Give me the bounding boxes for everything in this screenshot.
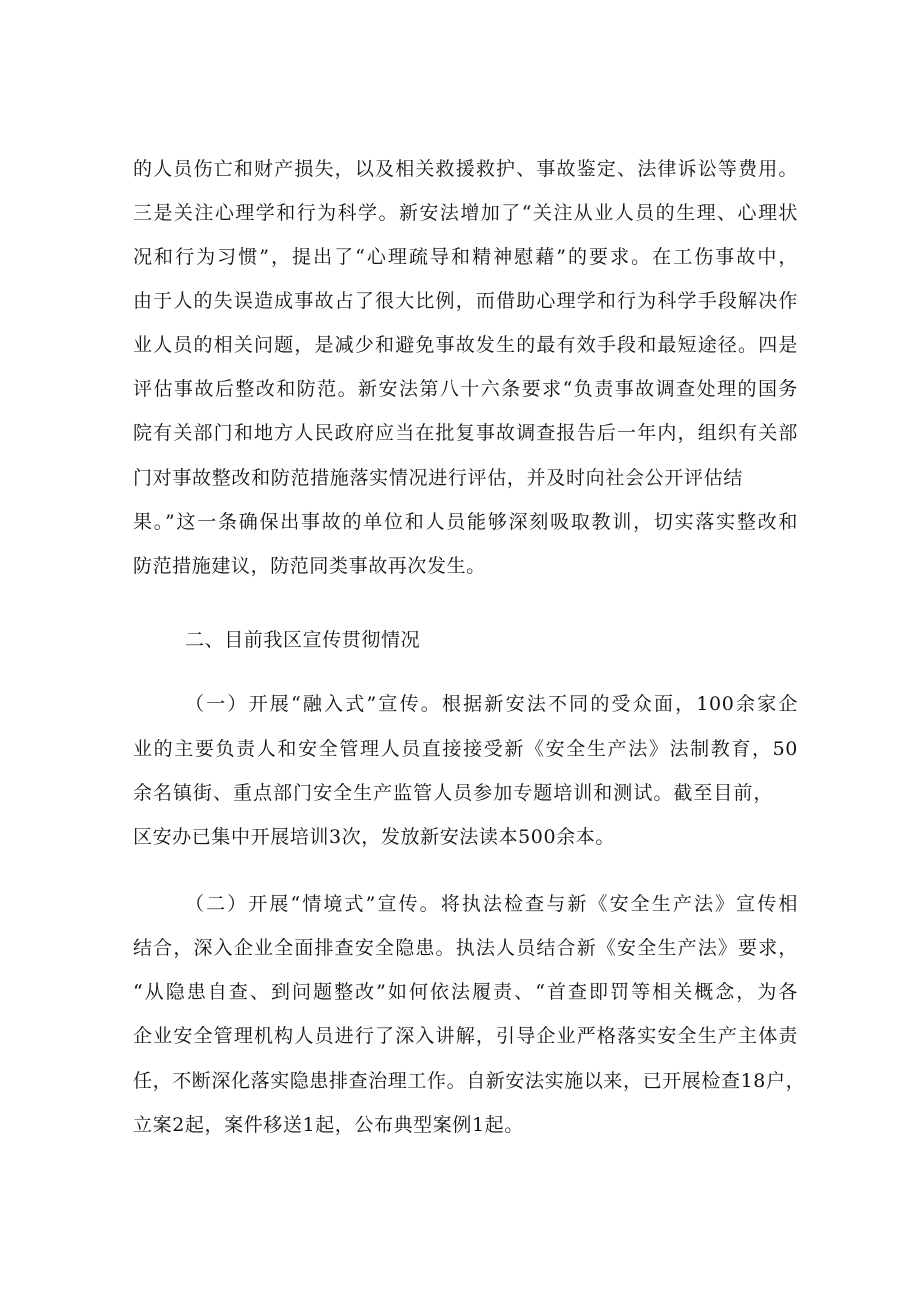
paragraph-line: 院有关部门和地方人民政府应当在批复事故调查报告后一年内，组织有关部 bbox=[133, 422, 798, 444]
paragraph-line: 的人员伤亡和财产损失，以及相关救援救护、事故鉴定、法律诉讼等费用。 bbox=[133, 158, 798, 180]
paragraph-line: 业人员的相关问题，是减少和避免事故发生的最有效手段和最短途径。四是 bbox=[133, 334, 798, 356]
section-heading: 二、目前我区宣传贯彻情况 bbox=[185, 629, 421, 651]
paragraph-line: （二）开展“情境式”宣传。将执法检查与新《安全生产法》宣传相 bbox=[185, 893, 798, 915]
paragraph-line: 三是关注心理学和行为科学。新安法增加了“关注从业人员的生理、心理状 bbox=[133, 202, 798, 224]
paragraph-line: 评估事故后整改和防范。新安法第八十六条要求“负责事故调查处理的国务 bbox=[133, 378, 798, 400]
paragraph-line: 立案2起，案件移送1起，公布典型案例1起。 bbox=[133, 1114, 524, 1136]
paragraph-line: 区安办已集中开展培训3次，发放新安法读本500余本。 bbox=[133, 826, 615, 848]
paragraph-line: 业的主要负责人和安全管理人员直接接受新《安全生产法》法制教育，50 bbox=[133, 738, 798, 760]
paragraph-line: 况和行为习惯”，提出了“心理疏导和精神慰藉”的要求。在工伤事故中， bbox=[133, 246, 798, 268]
paragraph-line: 任，不断深化落实隐患排查治理工作。自新安法实施以来，已开展检查18户， bbox=[133, 1070, 806, 1092]
paragraph-line: 由于人的失误造成事故占了很大比例，而借助心理学和行为科学手段解决作 bbox=[133, 290, 798, 312]
paragraph-line: 余名镇街、重点部门安全生产监管人员参加专题培训和测试。截至目前， bbox=[133, 782, 773, 804]
paragraph-line: 门对事故整改和防范措施落实情况进行评估，并及时向社会公开评估结 bbox=[133, 467, 743, 489]
paragraph-line: 结合，深入企业全面排查安全隐患。执法人员结合新《安全生产法》要求， bbox=[133, 937, 798, 959]
paragraph-line: 企业安全管理机构人员进行了深入讲解，引导企业严格落实安全生产主体责 bbox=[133, 1025, 798, 1047]
paragraph-line: “从隐患自查、到问题整改”如何依法履责、“首查即罚等相关概念，为各 bbox=[133, 981, 798, 1003]
paragraph-line: 果。”这一条确保出事故的单位和人员能够深刻吸取教训，切实落实整改和 bbox=[133, 511, 798, 533]
paragraph-line: 防范措施建议，防范同类事故再次发生。 bbox=[133, 555, 486, 577]
paragraph-line: （一）开展“融入式”宣传。根据新安法不同的受众面，100余家企 bbox=[185, 693, 798, 715]
